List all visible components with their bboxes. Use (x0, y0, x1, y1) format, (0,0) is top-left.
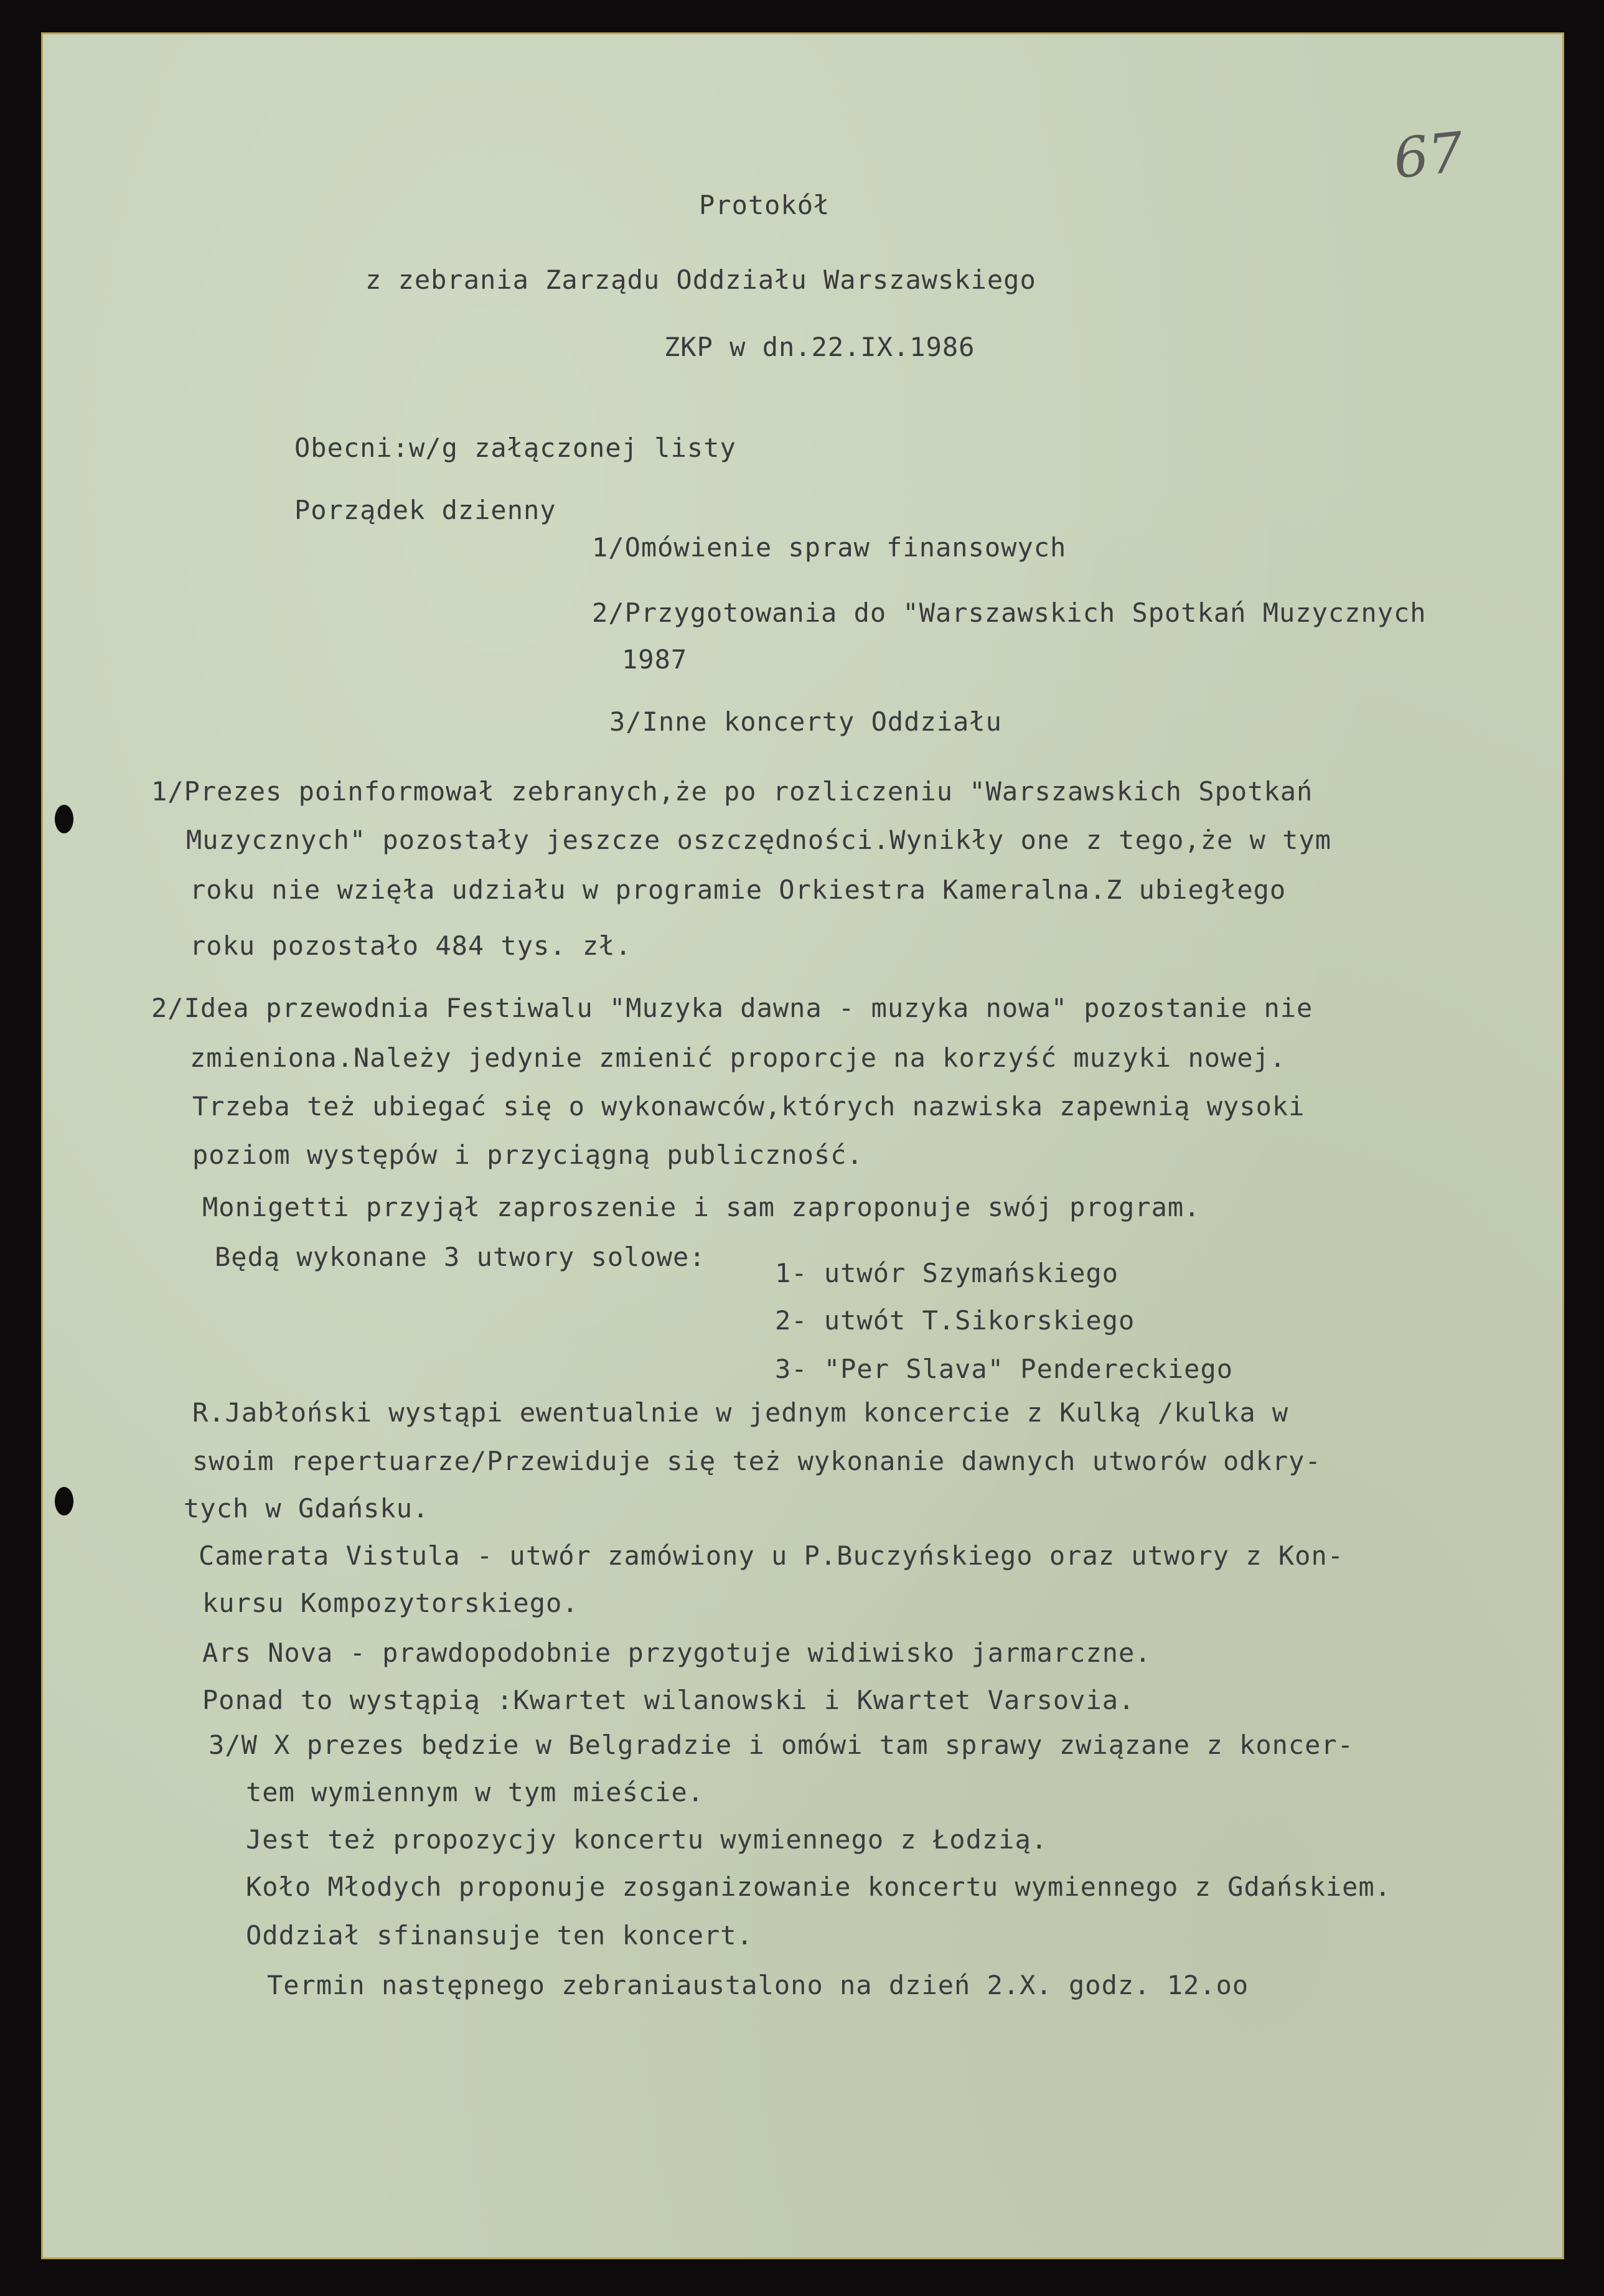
body-line: 3/W X prezes będzie w Belgradzie i omówi tam sprawy związane z koncer- (209, 1730, 1354, 1760)
body-line: R.Jabłoński wystąpi ewentualnie w jednym koncercie z Kulką /kulka w (192, 1397, 1289, 1428)
list-item: 2- utwót T.Sikorskiego (775, 1305, 1135, 1336)
agenda-item-2: 2/Przygotowania do "Warszawskich Spotkań Muzycznych (592, 597, 1427, 628)
body-line: Oddział sfinansuje ten koncert. (246, 1920, 753, 1951)
agenda-item-3: 3/Inne koncerty Oddziału (609, 706, 1002, 737)
body-line: Trzeba też ubiegać się o wykonawców,których nazwiska zapewnią wysoki (192, 1091, 1305, 1122)
body-line: Muzycznych" pozostały jeszcze oszczędności.Wynikły one z tego,że w tym (186, 825, 1332, 855)
body-line: tych w Gdańsku. (184, 1493, 429, 1524)
body-line: Termin następnego zebraniaustalono na dzień 2.X. godz. 12.oo (267, 1970, 1249, 2000)
punch-hole-lower (55, 1487, 73, 1516)
document-title: Protokół (699, 190, 830, 220)
body-line: roku nie wzięła udziału w programie Orkiestra Kameralna.Z ubiegłego (190, 874, 1287, 905)
meeting-date-line: ZKP w dn.22.IX.1986 (664, 332, 975, 362)
document-page (41, 32, 1564, 2259)
body-line: Jest też propozycjy koncertu wymiennego z Łodzią. (246, 1824, 1048, 1855)
agenda-label: Porządek dzienny (294, 495, 556, 525)
document-subtitle: z zebrania Zarządu Oddziału Warszawskiego (365, 265, 1036, 295)
body-line: kursu Kompozytorskiego. (202, 1588, 579, 1618)
list-item: 1- utwór Szymańskiego (775, 1258, 1119, 1288)
body-line: swoim repertuarze/Przewiduje się też wykonanie dawnych utworów odkry- (192, 1446, 1321, 1476)
body-line: Camerata Vistula - utwór zamówiony u P.Buczyńskiego oraz utwory z Kon- (199, 1540, 1344, 1571)
body-line: 2/Idea przewodnia Festiwalu "Muzyka dawna - muzyka nowa" pozostanie nie (151, 993, 1313, 1023)
body-line: Monigetti przyjął zaproszenie i sam zaproponuje swój program. (202, 1192, 1201, 1222)
body-line: poziom występów i przyciągną publiczność. (192, 1140, 863, 1170)
body-line: Ponad to wystąpią :Kwartet wilanowski i Kwartet Varsovia. (202, 1685, 1135, 1715)
agenda-item-1: 1/Omówienie spraw finansowych (592, 532, 1067, 563)
body-line: Ars Nova - prawdopodobnie przygotuje widiwisko jarmarczne. (202, 1638, 1151, 1668)
handwritten-page-number: 67 (1390, 119, 1467, 191)
body-line: Będą wykonane 3 utwory solowe: (215, 1242, 706, 1272)
body-line: Koło Młodych proponuje zosganizowanie koncertu wymiennego z Gdańskiem. (246, 1872, 1392, 1902)
body-line: 1/Prezes poinformował zebranych,że po rozliczeniu "Warszawskich Spotkań (151, 776, 1313, 807)
body-line: tem wymiennym w tym mieście. (246, 1777, 705, 1807)
body-line: roku pozostało 484 tys. zł. (190, 930, 632, 961)
attendance-line: Obecni:w/g załączonej listy (294, 433, 736, 463)
body-line: zmieniona.Należy jedynie zmienić proporcje na korzyść muzyki nowej. (190, 1043, 1287, 1073)
punch-hole-upper (55, 805, 73, 833)
list-item: 3- "Per Slava" Pendereckiego (775, 1354, 1234, 1384)
agenda-item-2-cont: 1987 (622, 644, 688, 675)
